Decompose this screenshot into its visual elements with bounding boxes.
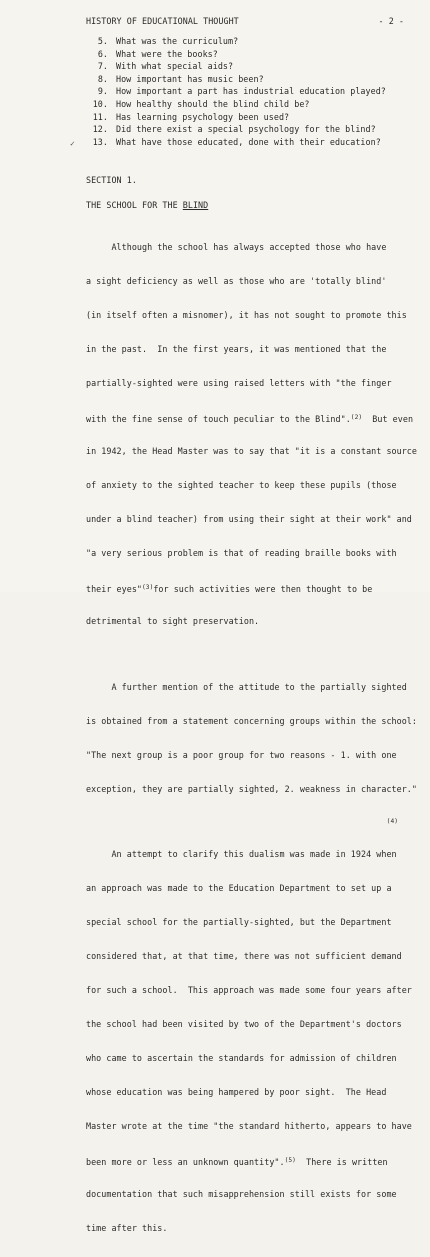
paragraph-3: An attempt to clarify this dualism was made in 1924 when an approach was made to the Education Department to set up a special school for the partially-sighted, but the Department considered that, at that time, there was not sufficient demand for such a school. This approach was made some four years after the school had been visited by two of the Department's doctors who came to ascertain the standards for admission of children whose education was being hampered by poor sight. The Head Master wrote at the time "the standard hitherto, appears to have been more or less an unknown quantity".$^{(5)}$ There is written documentation that such misapprehension still exists for some time after this. bbox=[86, 849, 412, 1234]
list-item: 5. What was the curriculum? bbox=[97, 36, 239, 46]
page-number: - 2 - bbox=[378, 16, 404, 26]
handwritten-check-mark: ✓ bbox=[70, 138, 75, 148]
footnote-ref: (4) bbox=[386, 817, 398, 825]
paragraph-2: A further mention of the attitude to the partially sighted is obtained from a statement concerning groups within the school: "The next group is a poor group for two reasons - 1. with one exception, they are partially sighted, 2. weakness in character." bbox=[86, 681, 417, 794]
list-item: ✓ 13. What have those educated, done with their education? bbox=[70, 136, 381, 148]
list-item: 11. Has learning psychology been used? bbox=[92, 111, 290, 122]
list-item: 9. How important a part has industrial education played? bbox=[97, 86, 386, 97]
page-header bbox=[86, 16, 408, 30]
list-item: 7. With what special aids? bbox=[97, 61, 234, 72]
list-item: 6. What were the books? bbox=[97, 48, 218, 59]
footnote-ref: (3) bbox=[142, 584, 154, 592]
list-item: 8. How important has music been? bbox=[97, 73, 264, 84]
running-title: HISTORY OF EDUCATIONAL THOUGHT bbox=[86, 16, 239, 26]
subsection-heading: THE SCHOOL FOR THE BLIND bbox=[86, 199, 209, 210]
paragraph-1: Although the school has always accepted those who have a sight deficiency as well as those who are 'totally blind' (in itself often a misnomer), it has not sought to promote this in the past. In the first years, it was mentioned that the partially-sighted were using raised letters with "the finger with the fine sense of touch peculiar to the Blind".$^{(2)}$ But even in 1942, the Head Master was to say that "it is a constant source of anxiety to the sighted teacher to keep these pupils (those under a blind teacher) from using their sight at their work" and "a very serious problem is that of reading braille books with their eyes"$^{(3)}$for such activities were then thought to be detrimental to sight preservation. bbox=[86, 242, 417, 627]
footnote-ref: (5) bbox=[284, 1157, 296, 1165]
list-item: 10. How healthy should the blind child be? bbox=[92, 98, 310, 109]
section-heading: SECTION 1. bbox=[86, 175, 137, 186]
list-item: 12. Did there exist a special psychology for the blind? bbox=[92, 124, 376, 135]
footnote-ref: (2) bbox=[350, 414, 363, 422]
question-list bbox=[70, 36, 408, 149]
